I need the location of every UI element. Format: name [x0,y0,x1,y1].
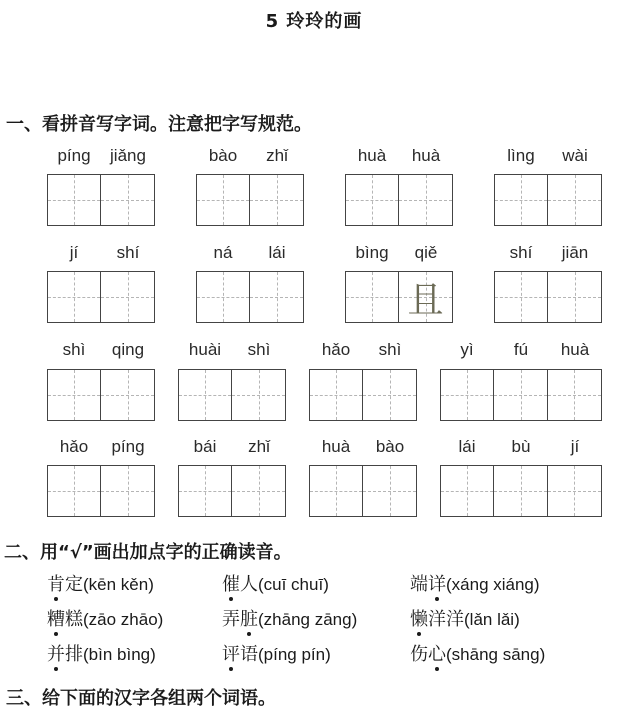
writing-cell[interactable] [399,175,452,225]
pinyin-syllable: jí [69,243,79,262]
writing-cell[interactable] [197,175,250,225]
writing-cell[interactable] [548,272,601,322]
writing-cell[interactable] [250,175,303,225]
pinyin-syllable: píng [111,437,145,456]
writing-cell[interactable] [441,466,494,516]
reading-choice-item[interactable] [47,644,156,666]
pinyin-syllable: bào [208,146,238,165]
pinyin-options[interactable]: (cuī chuī) [258,575,329,594]
pinyin-syllable: shí [116,243,140,262]
character-grid [47,369,155,421]
writing-cell[interactable] [494,370,547,420]
writing-cell[interactable] [346,175,399,225]
writing-cell[interactable] [232,370,285,420]
reading-choice-item[interactable] [410,609,520,631]
pinyin-syllable: huà [411,146,441,165]
reading-choice-item[interactable] [410,644,545,666]
writing-cell[interactable] [495,272,548,322]
pinyin-syllable: lái [268,243,286,262]
pinyin-syllable: hǎo [321,340,351,359]
pinyin-options[interactable]: (xáng xiáng) [446,575,540,594]
character-grid [178,465,286,517]
character-grid [494,271,602,323]
writing-cell[interactable] [310,370,363,420]
writing-cell[interactable] [48,175,101,225]
character-grid [309,465,417,517]
writing-cell[interactable] [48,466,101,516]
character-grid [196,271,304,323]
writing-cell[interactable] [399,272,452,322]
word-suffix: 定 [65,574,83,595]
pinyin-syllable: jí [570,437,580,456]
dotted-character: 懒 [410,609,428,630]
writing-cell[interactable] [494,466,547,516]
pinyin-syllable: bìng [355,243,389,262]
writing-cell[interactable] [363,466,416,516]
writing-cell[interactable] [179,370,232,420]
writing-cell[interactable] [232,466,285,516]
dotted-character: 糟 [47,609,65,630]
writing-cell[interactable] [101,272,154,322]
pinyin-syllable: huà [560,340,590,359]
pinyin-syllable: zhǐ [266,146,288,165]
pinyin-options[interactable]: (shāng sāng) [446,645,546,664]
reading-choice-item[interactable] [47,609,163,631]
dotted-character: 心 [428,644,446,665]
writing-cell[interactable] [548,175,601,225]
writing-cell[interactable] [179,466,232,516]
word-suffix: 洋洋 [428,609,464,630]
pinyin-syllable: bào [375,437,405,456]
pinyin-options[interactable]: (kēn kěn) [83,575,154,594]
section1-heading: 一、看拼音写字词。注意把字写规范。 [6,114,312,135]
pinyin-syllable: píng [57,146,91,165]
writing-cell[interactable] [548,370,601,420]
reading-choice-item[interactable] [222,574,329,596]
pinyin-syllable: huài [188,340,222,359]
section3-heading: 三、给下面的汉字各组两个词语。 [6,688,276,709]
writing-cell[interactable] [363,370,416,420]
writing-cell[interactable] [101,175,154,225]
writing-cell[interactable] [495,175,548,225]
written-character: 且 [407,279,444,321]
word-suffix: 糕 [65,609,83,630]
pinyin-syllable: hǎo [59,437,89,456]
writing-cell[interactable] [101,466,154,516]
writing-cell[interactable] [197,272,250,322]
character-grid [345,174,453,226]
pinyin-syllable: jiān [561,243,589,262]
writing-cell[interactable] [101,370,154,420]
word-suffix: 人 [240,574,258,595]
pinyin-syllable: bù [511,437,531,456]
character-grid [440,465,602,517]
character-grid [47,465,155,517]
character-grid [309,369,417,421]
pinyin-syllable: huà [357,146,387,165]
section2-heading: 二、用“√”画出加点字的正确读音。 [4,542,292,563]
pinyin-syllable: huà [321,437,351,456]
character-grid [494,174,602,226]
reading-choice-item[interactable] [222,609,357,631]
reading-choice-item[interactable] [47,574,154,596]
pinyin-options[interactable]: (zāo zhāo) [83,610,164,629]
writing-cell[interactable] [310,466,363,516]
reading-choice-item[interactable] [410,574,540,596]
pinyin-syllable: shì [62,340,86,359]
pinyin-syllable: lìng [507,146,535,165]
pinyin-syllable: jiǎng [110,146,146,165]
pinyin-syllable: qing [111,340,145,359]
writing-cell[interactable] [48,370,101,420]
pinyin-syllable: zhǐ [248,437,270,456]
pinyin-options[interactable]: (píng pín) [258,645,331,664]
word-prefix: 端 [410,574,428,595]
pinyin-syllable: shì [247,340,271,359]
character-grid [196,174,304,226]
character-grid [47,174,155,226]
pinyin-options[interactable]: (lǎn lǎi) [464,610,520,629]
pinyin-syllable: bái [193,437,217,456]
pinyin-syllable: qiě [414,243,438,262]
character-grid [345,271,453,323]
dotted-character: 肯 [47,574,65,595]
pinyin-syllable: fú [513,340,529,359]
dotted-character: 详 [428,574,446,595]
pinyin-syllable: shì [378,340,402,359]
character-grid [47,271,155,323]
word-suffix: 排 [65,644,83,665]
worksheet-title: 5 玲玲的画 [265,11,363,32]
reading-choice-item[interactable] [222,644,331,666]
dotted-character: 评 [222,644,240,665]
word-prefix: 伤 [410,644,428,665]
pinyin-syllable: yì [460,340,474,359]
word-suffix: 语 [240,644,258,665]
pinyin-syllable: wài [562,146,588,165]
dotted-character: 脏 [240,609,258,630]
character-grid [178,369,286,421]
dotted-character: 催 [222,574,240,595]
pinyin-syllable: lái [458,437,476,456]
character-grid [440,369,602,421]
writing-cell[interactable] [346,272,399,322]
writing-cell[interactable] [250,272,303,322]
pinyin-options[interactable]: (bìn bìng) [83,645,156,664]
writing-cell[interactable] [548,466,601,516]
word-prefix: 弄 [222,609,240,630]
pinyin-options[interactable]: (zhāng zāng) [258,610,358,629]
writing-cell[interactable] [441,370,494,420]
writing-cell[interactable] [48,272,101,322]
dotted-character: 并 [47,644,65,665]
pinyin-syllable: ná [213,243,233,262]
pinyin-syllable: shí [509,243,533,262]
